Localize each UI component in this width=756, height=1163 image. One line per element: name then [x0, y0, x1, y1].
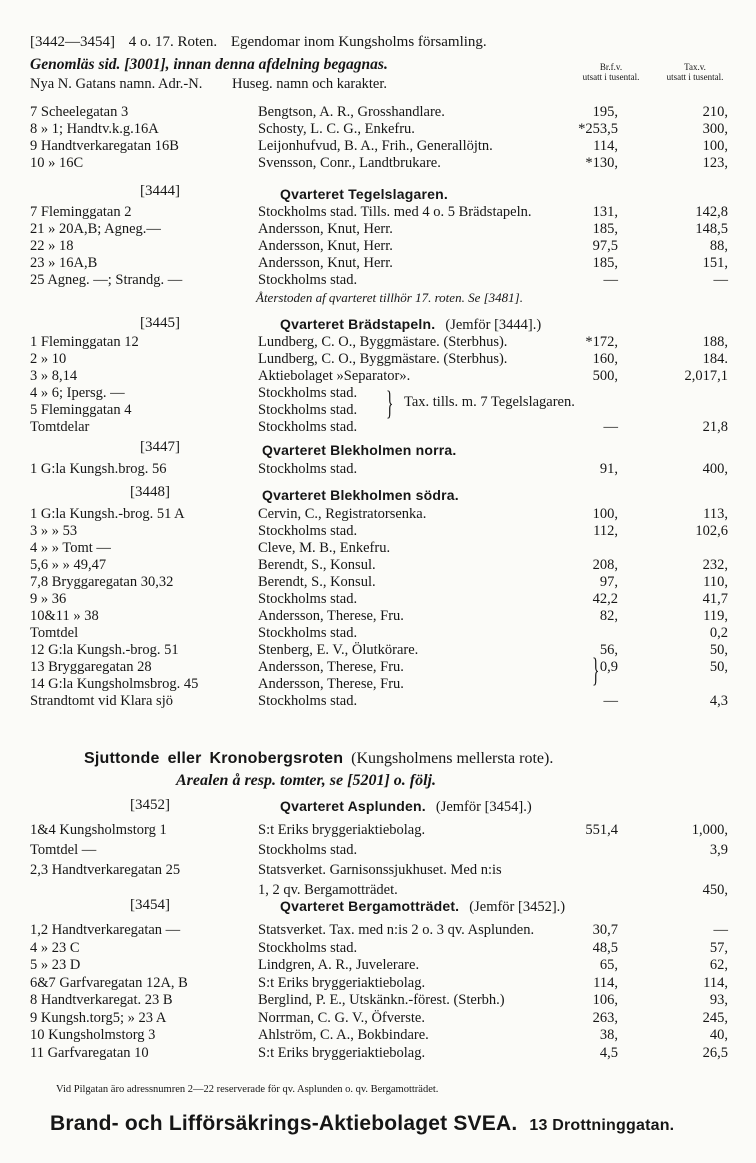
block-ref-3452: (Jemför [3454].) — [435, 799, 532, 815]
block-code-3445: [3445] — [140, 315, 180, 331]
brace-mark: } — [386, 385, 394, 422]
advert-banner — [50, 1112, 674, 1136]
table-row — [30, 922, 728, 939]
owner-cell: Stenberg, E. V., Ölutkörare. — [258, 642, 419, 658]
address-cell: Tomtdelar — [30, 419, 90, 435]
block-title-3454: Qvarteret Bergamotträdet. — [280, 898, 460, 914]
column-header-tax-unit: utsatt i tusental. — [666, 72, 724, 82]
address-cell: 10&11 » 38 — [30, 608, 99, 624]
address-cell: 23 » 16A,B — [30, 255, 98, 271]
brf-value-cell: 42,2 — [592, 591, 618, 607]
brace-mark: } — [592, 652, 600, 689]
owner-cell: Bengtson, A. R., Grosshandlare. — [258, 104, 445, 120]
owner-cell: Svensson, Conr., Landtbrukare. — [258, 155, 441, 171]
owner-cell: Stockholms stad. — [258, 693, 358, 709]
address-cell: 9 Handtverkaregatan 16B — [30, 138, 179, 154]
brf-value-cell: 551,4 — [585, 822, 618, 838]
brf-value-cell: 0,9 — [599, 659, 618, 675]
reading-note: Genomläs sid. [3001], innan denna afdelning begagnas. — [30, 56, 388, 73]
table-row — [30, 506, 728, 523]
table-row — [30, 557, 728, 574]
block-heading-3452 — [280, 798, 532, 816]
tax-value-cell: 210, — [702, 104, 728, 120]
brace-note-3445: Tax. tills. m. 7 Tegelslagaren. — [404, 394, 575, 410]
parish-label: Egendomar inom Kungsholms församling. — [230, 34, 487, 50]
tax-value-cell: 26,5 — [702, 1044, 728, 1061]
tax-value-cell: 300, — [702, 121, 728, 137]
table-row — [30, 255, 728, 272]
block-title-3444: Qvarteret Tegelslagaren. — [280, 186, 448, 202]
table-row — [30, 862, 728, 879]
tax-value-cell: — — [713, 272, 728, 288]
owner-cell: Lundberg, C. O., Byggmästare. (Sterbhus). — [258, 351, 508, 367]
address-cell: 25 Agneg. —; Strandg. — — [30, 272, 183, 288]
tax-value-cell: 1,000, — [691, 822, 728, 838]
owner-cell: Andersson, Knut, Herr. — [258, 238, 393, 254]
owner-cell: Stockholms stad. — [258, 939, 358, 956]
column-header-tax-title: Tax.v. — [684, 62, 706, 72]
address-cell: 12 G:la Kungsh.-brog. 51 — [30, 642, 179, 658]
block-ref-3445: (Jemför [3444].) — [445, 317, 542, 333]
table-row — [30, 334, 728, 351]
brf-value-cell: 30,7 — [592, 922, 618, 938]
brf-value-cell: 185, — [592, 221, 618, 237]
table-row — [30, 992, 728, 1009]
tax-value-cell: — — [713, 922, 728, 938]
roten-title-name: Kronobergsroten — [209, 750, 344, 767]
brf-value-cell: 500, — [592, 368, 618, 384]
table-row — [30, 940, 728, 957]
table-row — [30, 591, 728, 608]
table-row — [30, 121, 728, 138]
tax-value-cell: 50, — [709, 659, 728, 675]
owner-cell: Berendt, S., Konsul. — [258, 557, 376, 573]
tax-value-cell: 450, — [702, 882, 728, 898]
tax-value-cell: 21,8 — [702, 419, 728, 435]
address-cell: 2,3 Handtverkaregatan 25 — [30, 862, 181, 878]
tax-value-cell: 40, — [709, 1027, 728, 1043]
address-cell: 7 Fleminggatan 2 — [30, 204, 132, 220]
owner-cell: Stockholms stad. — [258, 385, 358, 401]
table-row — [30, 975, 728, 992]
owner-cell: Schosty, L. C. G., Enkefru. — [258, 121, 415, 137]
block-code-3444: [3444] — [140, 183, 180, 199]
block-code-3452: [3452] — [130, 797, 170, 813]
brf-value-cell: — — [603, 419, 618, 435]
tax-value-cell: 400, — [702, 461, 728, 477]
column-header-brf-title: Br.f.v. — [599, 62, 623, 72]
address-cell: 9 » 36 — [30, 591, 67, 607]
owner-cell: Statsverket. Garnisonssjukhuset. Med n:is — [258, 862, 502, 878]
brf-value-cell: 160, — [592, 351, 618, 367]
table-row — [30, 540, 728, 557]
brf-value-cell: *172, — [585, 334, 618, 350]
owner-cell: Andersson, Knut, Herr. — [258, 221, 393, 237]
address-cell: 10 » 16C — [30, 155, 84, 171]
block-code-3454: [3454] — [130, 897, 170, 913]
owner-cell: 1, 2 qv. Bergamotträdet. — [258, 882, 398, 898]
table-row — [30, 385, 728, 402]
owner-cell: Stockholms stad. — [258, 523, 358, 539]
table-row — [30, 957, 728, 974]
brf-value-cell: 185, — [592, 255, 618, 271]
tax-value-cell: 119, — [703, 608, 728, 624]
brf-value-cell: 114, — [593, 974, 618, 991]
table-row — [30, 1045, 728, 1062]
column-header-address: Nya N. Gatans namn. Adr.-N. — [30, 76, 203, 92]
owner-cell: Stockholms stad. — [258, 461, 358, 477]
tax-value-cell: 41,7 — [702, 591, 728, 607]
advert-main: Brand- och Lifförsäkrings-Aktiebolaget SVEA. — [50, 1112, 518, 1135]
table-row — [30, 104, 728, 121]
brf-value-cell: 97, — [599, 574, 618, 590]
area-note: Arealen å resp. tomter, se [5201] o. följ. — [176, 772, 436, 789]
brf-value-cell: — — [603, 272, 618, 288]
table-row — [30, 693, 728, 710]
owner-cell: Cleve, M. B., Enkefru. — [258, 540, 391, 556]
owner-cell: Stockholms stad. — [258, 842, 358, 858]
owner-cell: Stockholms stad. — [258, 419, 358, 435]
address-cell: 13 Bryggaregatan 28 — [30, 659, 152, 675]
brf-value-cell: 195, — [592, 104, 618, 120]
table-row — [30, 351, 728, 368]
owner-cell: Statsverket. Tax. med n:is 2 o. 3 qv. Asplunden. — [258, 922, 535, 938]
address-cell: 8 » 1; Handtv.k.g.16A — [30, 121, 159, 137]
owner-cell: Ahlström, C. A., Bokbindare. — [258, 1027, 429, 1043]
tax-value-cell: 123, — [702, 155, 728, 171]
table-row — [30, 1010, 728, 1027]
block-title-3452: Qvarteret Asplunden. — [280, 798, 426, 814]
roten-heading — [84, 750, 553, 768]
address-cell: 1 Fleminggatan 12 — [30, 334, 139, 350]
owner-cell: S:t Eriks bryggeriaktiebolag. — [258, 974, 426, 991]
address-cell: Tomtdel — [30, 625, 79, 641]
tax-value-cell: 232, — [702, 557, 728, 573]
brf-value-cell: 112, — [593, 523, 618, 539]
address-cell: 21 » 20A,B; Agneg.— — [30, 221, 161, 237]
column-header-tax — [662, 62, 728, 82]
tax-value-cell: 57, — [709, 939, 728, 956]
tax-value-cell: 62, — [709, 957, 728, 973]
address-cell: 7 Scheelegatan 3 — [30, 104, 129, 120]
block-title-3448: Qvarteret Blekholmen södra. — [262, 487, 459, 503]
table-row — [30, 272, 728, 289]
page-header — [30, 34, 487, 51]
roten-title-eller: eller — [167, 750, 202, 767]
district-label: 4 o. 17. Roten. — [128, 34, 218, 50]
brf-value-cell: 82, — [599, 608, 618, 624]
owner-cell: Stockholms stad. — [258, 272, 358, 288]
brf-value-cell: 114, — [593, 138, 618, 154]
owner-cell: Andersson, Therese, Fru. — [258, 659, 404, 675]
owner-cell: Cervin, C., Registratorsenka. — [258, 506, 427, 522]
address-cell: 9 Kungsh.torg5; » 23 A — [30, 1009, 167, 1026]
table-row — [30, 1027, 728, 1044]
column-header-brf-unit: utsatt i tusental. — [582, 72, 640, 82]
address-cell: 5,6 » » 49,47 — [30, 557, 107, 573]
tax-value-cell: 102,6 — [695, 523, 728, 539]
roten-title-desc: (Kungsholmens mellersta rote). — [351, 750, 554, 767]
brf-value-cell: 97,5 — [592, 238, 618, 254]
address-cell: 4 » 6; Ipersg. — — [30, 385, 125, 401]
tax-value-cell: 100, — [702, 138, 728, 154]
tax-value-cell: 151, — [702, 255, 728, 271]
brf-value-cell: 56, — [599, 642, 618, 658]
block-title-3447: Qvarteret Blekholmen norra. — [262, 442, 457, 458]
tax-value-cell: 184. — [702, 351, 728, 367]
table-row — [30, 419, 728, 436]
tax-value-cell: 2,017,1 — [684, 368, 728, 384]
brf-value-cell: 4,5 — [599, 1044, 618, 1061]
tax-value-cell: 245, — [702, 1009, 728, 1026]
owner-cell: S:t Eriks bryggeriaktiebolag. — [258, 822, 426, 838]
address-cell: 3 » » 53 — [30, 523, 78, 539]
brf-value-cell: 263, — [592, 1009, 618, 1026]
address-cell: 7,8 Bryggaregatan 30,32 — [30, 574, 174, 590]
brf-value-cell: 48,5 — [592, 939, 618, 956]
tax-value-cell: 110, — [703, 574, 728, 590]
owner-cell: Lundberg, C. O., Byggmästare. (Sterbhus). — [258, 334, 508, 350]
table-row — [30, 574, 728, 591]
address-cell: 1&4 Kungsholmstorg 1 — [30, 822, 167, 838]
address-cell: 10 Kungsholmstorg 3 — [30, 1027, 156, 1043]
tax-value-cell: 93, — [709, 992, 728, 1008]
tax-value-cell: 114, — [703, 974, 728, 991]
owner-cell: Berendt, S., Konsul. — [258, 574, 376, 590]
address-cell: 6&7 Garfvaregatan 12A, B — [30, 974, 188, 991]
block-heading-3445 — [280, 316, 541, 334]
address-cell: 22 » 18 — [30, 238, 74, 254]
table-row — [30, 155, 728, 172]
brf-value-cell: 38, — [599, 1027, 618, 1043]
table-row — [30, 676, 728, 693]
brf-value-cell: *253,5 — [578, 121, 618, 137]
address-cell: 5 Fleminggatan 4 — [30, 402, 132, 418]
table-row — [30, 138, 728, 155]
block-title-3445: Qvarteret Brädstapeln. — [280, 316, 436, 332]
table-row — [30, 238, 728, 255]
footnote: Vid Pilgatan äro adressnumren 2—22 reserverade för qv. Asplunden o. qv. Bergamotträdet. — [56, 1084, 439, 1095]
column-header-brf — [578, 62, 644, 82]
brf-value-cell: 106, — [592, 992, 618, 1008]
table-row — [30, 608, 728, 625]
brf-value-cell: *130, — [585, 155, 618, 171]
owner-cell: Norrman, C. G. V., Öfverste. — [258, 1009, 425, 1026]
brf-value-cell: 91, — [599, 461, 618, 477]
owner-cell: Lindgren, A. R., Juvelerare. — [258, 957, 420, 973]
brf-value-cell: 100, — [592, 506, 618, 522]
owner-cell: Stockholms stad. — [258, 591, 358, 607]
address-cell: 5 » 23 D — [30, 957, 81, 973]
address-cell: 1 G:la Kungsh.-brog. 51 A — [30, 506, 185, 522]
owner-cell: Stockholms stad. Tills. med 4 o. 5 Brädstapeln. — [258, 204, 532, 220]
owner-cell: Leijonhufvud, B. A., Frih., Generallöjtn. — [258, 138, 493, 154]
owner-cell: Stockholms stad. — [258, 625, 358, 641]
address-cell: 1,2 Handtverkaregatan — — [30, 922, 181, 938]
table-row — [30, 842, 728, 859]
table-row — [30, 368, 728, 385]
address-cell: Strandtomt vid Klara sjö — [30, 693, 173, 709]
brf-value-cell: 208, — [592, 557, 618, 573]
tax-value-cell: 148,5 — [695, 221, 728, 237]
table-row — [30, 204, 728, 221]
tax-value-cell: 88, — [709, 238, 728, 254]
table-row — [30, 642, 728, 659]
tax-value-cell: 3,9 — [709, 842, 728, 858]
table-row — [30, 221, 728, 238]
tax-value-cell: 50, — [709, 642, 728, 658]
tax-value-cell: 188, — [702, 334, 728, 350]
block-heading-3454 — [280, 898, 565, 916]
owner-cell: Andersson, Therese, Fru. — [258, 676, 404, 692]
table-row — [30, 523, 728, 540]
tax-value-cell: 0,2 — [709, 625, 728, 641]
column-header-owner: Huseg. namn och karakter. — [232, 76, 388, 92]
owner-cell: S:t Eriks bryggeriaktiebolag. — [258, 1044, 426, 1061]
roten-title-main: Sjuttonde — [84, 750, 160, 767]
table-row — [30, 402, 728, 419]
address-cell: 4 » » Tomt — — [30, 540, 111, 556]
table-row — [30, 659, 728, 676]
address-cell: 11 Garfvaregatan 10 — [30, 1044, 149, 1061]
block-code-3448: [3448] — [130, 484, 170, 500]
brf-value-cell: — — [603, 693, 618, 709]
table-row — [30, 461, 728, 478]
owner-cell: Andersson, Therese, Fru. — [258, 608, 404, 624]
remark-3444: Återstoden af qvarteret tillhör 17. roten. Se [3481]. — [256, 290, 523, 305]
brf-value-cell: 131, — [592, 204, 618, 220]
owner-cell: Stockholms stad. — [258, 402, 358, 418]
address-cell: 1 G:la Kungsh.brog. 56 — [30, 461, 167, 477]
advert-address: 13 Drottninggatan. — [529, 1117, 675, 1134]
tax-value-cell: 113, — [703, 506, 728, 522]
address-cell: 3 » 8,14 — [30, 368, 78, 384]
table-row — [30, 822, 728, 839]
brf-value-cell: 65, — [599, 957, 618, 973]
owner-cell: Andersson, Knut, Herr. — [258, 255, 393, 271]
block-code-3447: [3447] — [140, 439, 180, 455]
address-cell: 14 G:la Kungsholmsbrog. 45 — [30, 676, 199, 692]
owner-cell: Berglind, P. E., Utskänkn.-förest. (Sterbh.) — [258, 992, 505, 1008]
table-row — [30, 625, 728, 642]
address-cell: Tomtdel — — [30, 842, 97, 858]
tax-value-cell: 142,8 — [695, 204, 728, 220]
page-range: [3442—3454] — [30, 34, 115, 50]
address-cell: 8 Handtverkaregat. 23 B — [30, 992, 173, 1008]
block-ref-3454: (Jemför [3452].) — [469, 899, 566, 915]
address-cell: 4 » 23 C — [30, 939, 80, 956]
tax-value-cell: 4,3 — [709, 693, 728, 709]
owner-cell: Aktiebolaget »Separator». — [258, 368, 411, 384]
address-cell: 2 » 10 — [30, 351, 67, 367]
